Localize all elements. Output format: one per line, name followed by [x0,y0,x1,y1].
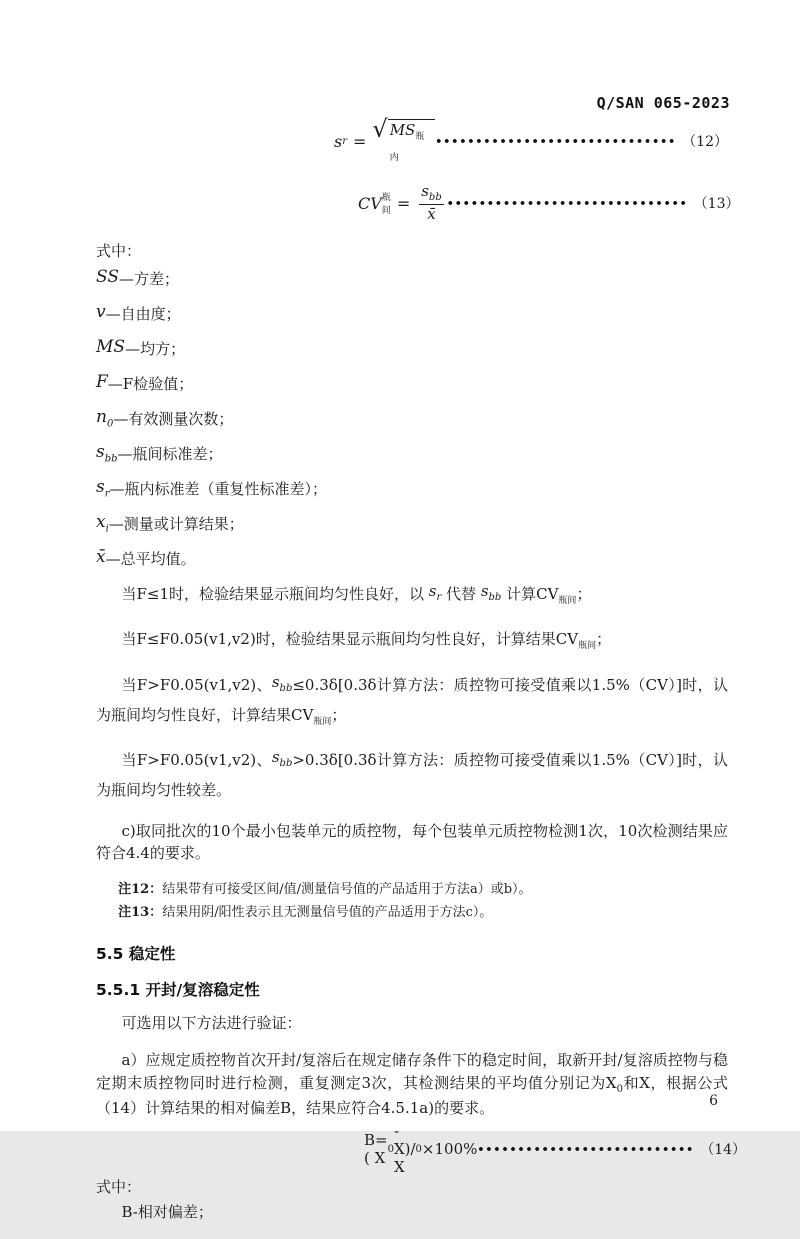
symbol: F [96,372,108,393]
formula-13-lhs: CV [358,193,382,213]
paragraph-method-a: a）应规定质控物首次开封/复溶后在规定储存条件下的稳定时间，取新开封/复溶质控物与稳定期末质控物同时进行检测，重复测定3次，其检测结果的平均值分别记为$X_0$和X，根据公式（14）计算结果的相对偏差B，结果应符合4.5.1a)的要求。 [96,1051,728,1117]
radicand-sub: 瓶内 [389,132,425,163]
paragraph-f-condition-1: 当F≤1时，检验结果显示瓶间均匀性良好，以 $s_r$ 代替 $s_{bb}$ 计算$CV_{瓶间}$； [121,582,592,606]
definition-row [96,436,728,471]
definition-row [96,471,728,506]
symbol: v [96,302,106,323]
where-label-2: 式中： [96,1178,142,1197]
symbol-description: —方差； [119,270,180,288]
formula-13-lhs-sub: 瓶间 [381,193,391,216]
paragraph-method-c: c)取同批次的10个最小包装单元的质控物，每个包装单元质控物检测1次，10次检测结果应符合4.4的要求。 [96,821,728,863]
symbol: SS [96,267,119,288]
formula-13-number: （13） [693,196,740,212]
fraction-numerator [416,182,447,205]
note-label: 注12： [118,881,163,897]
formula-14-expression: B=( X 0 -X)/ X 0 ×100% [364,1122,478,1177]
symbol: MS [96,337,126,358]
formula-13-leader [447,193,740,213]
definition-row [96,261,728,296]
definition-row [96,331,728,366]
definition-row [96,401,728,436]
dot-leader: •••••••••••••••••••••••••••••• [446,196,688,210]
numerator-sub: bb [428,191,442,203]
note-text: 结果用阴/阳性表示且无测量信号值的产品适用于方法c）。 [162,904,493,920]
formula-12-lhs-sub: r [342,135,347,147]
definition-row [96,366,728,401]
formula-13-expression [358,182,447,224]
symbol-description: —瓶内标准差（重复性标准差）； [109,480,328,498]
note-label: 注13： [118,904,163,920]
doc-code-header: Q/SAN 065-2023 [596,94,730,112]
formula-12-leader [435,131,728,151]
section-heading-5-5-1: 5.5.1 开封/复溶稳定性 [96,980,260,999]
formula-12-number: （12） [682,134,728,150]
definition-row [96,541,728,576]
paragraph-f-condition-3: 当F>F0.05(v1,v2)、$s_{bb}\le 0.3\delta[0.3\delta$计算方法：质控物可接受值乘以1.5%（CV）]时，认为瓶间均匀性良好，计算结果$CV_{瓶间}$； [96,672,728,727]
b-definition: B-相对偏差； [121,1203,213,1222]
page-content [96,112,747,1239]
formula-14-number: （14） [700,1142,747,1159]
formula-12-lhs: s [334,131,343,151]
paragraph-f-condition-2: 当F≤F0.05(v1,v2)时，检验结果显示瓶间均匀性良好，计算结果$CV_{瓶间}$； [121,630,612,652]
formula-12-expression [334,115,435,163]
dot-leader: •••••••••••••••••••••••••••••• [435,134,677,148]
symbol-description: —F检验值； [107,375,194,393]
symbol-description: —有效测量次数； [113,410,234,428]
paragraph-f-condition-4: 当F>F0.05(v1,v2)、$s_{bb}>0.3\delta[0.3\delta$计算方法：质控物可接受值乘以1.5%（CV）]时，认为瓶间均匀性较差。 [96,747,728,800]
symbol-description: —均方； [125,340,186,358]
note-text: 结果带有可接受区间/值/测量信号值的产品适用于方法a）或b）。 [162,881,532,897]
s-bb-variable: $s_{bb}$ [271,672,293,694]
fraction-denominator: x̄ [419,204,443,224]
dot-leader: ••••••••••••••••••••••••••• [477,1142,695,1156]
note-12 [96,880,728,901]
formula-13-row [96,174,740,232]
symbol-description: —自由度； [105,305,181,323]
symbol: $n_0$ [96,407,114,430]
radical-icon: √ [372,115,388,143]
symbol-description: —总平均值。 [105,550,196,568]
square-root [372,115,435,163]
symbol: $s_{bb}$ [96,442,118,465]
symbol-description: —测量或计算结果； [108,515,244,533]
equals-sign: = [353,131,367,151]
radicand-base: MS [389,121,416,139]
symbol-description: —瓶间标准差； [117,445,223,463]
section-heading-5-5: 5.5 稳定性 [96,944,176,963]
formula-14-row [96,1122,747,1177]
definition-row [96,296,728,331]
formula-14-leader [477,1139,746,1159]
fraction [416,182,447,224]
s-r-variable: $s_r$ [428,582,442,603]
formula-12-row [96,115,728,164]
stability-intro: 可选用以下方法进行验证： [121,1013,302,1032]
note-13 [96,903,728,924]
symbol: x̄ [96,547,106,568]
equals-sign: = [396,193,411,213]
page-number: 6 [709,1093,718,1109]
s-bb-variable: $s_{bb}$ [271,747,293,769]
definition-row [96,506,728,541]
s-bb-variable: $s_{bb}$ [480,582,502,603]
symbol: $x_i$ [96,512,109,535]
where-label: 式中： [96,242,142,260]
symbol: $s_r$ [96,477,110,500]
numerator-base: s [421,181,429,200]
radicand [388,119,436,163]
